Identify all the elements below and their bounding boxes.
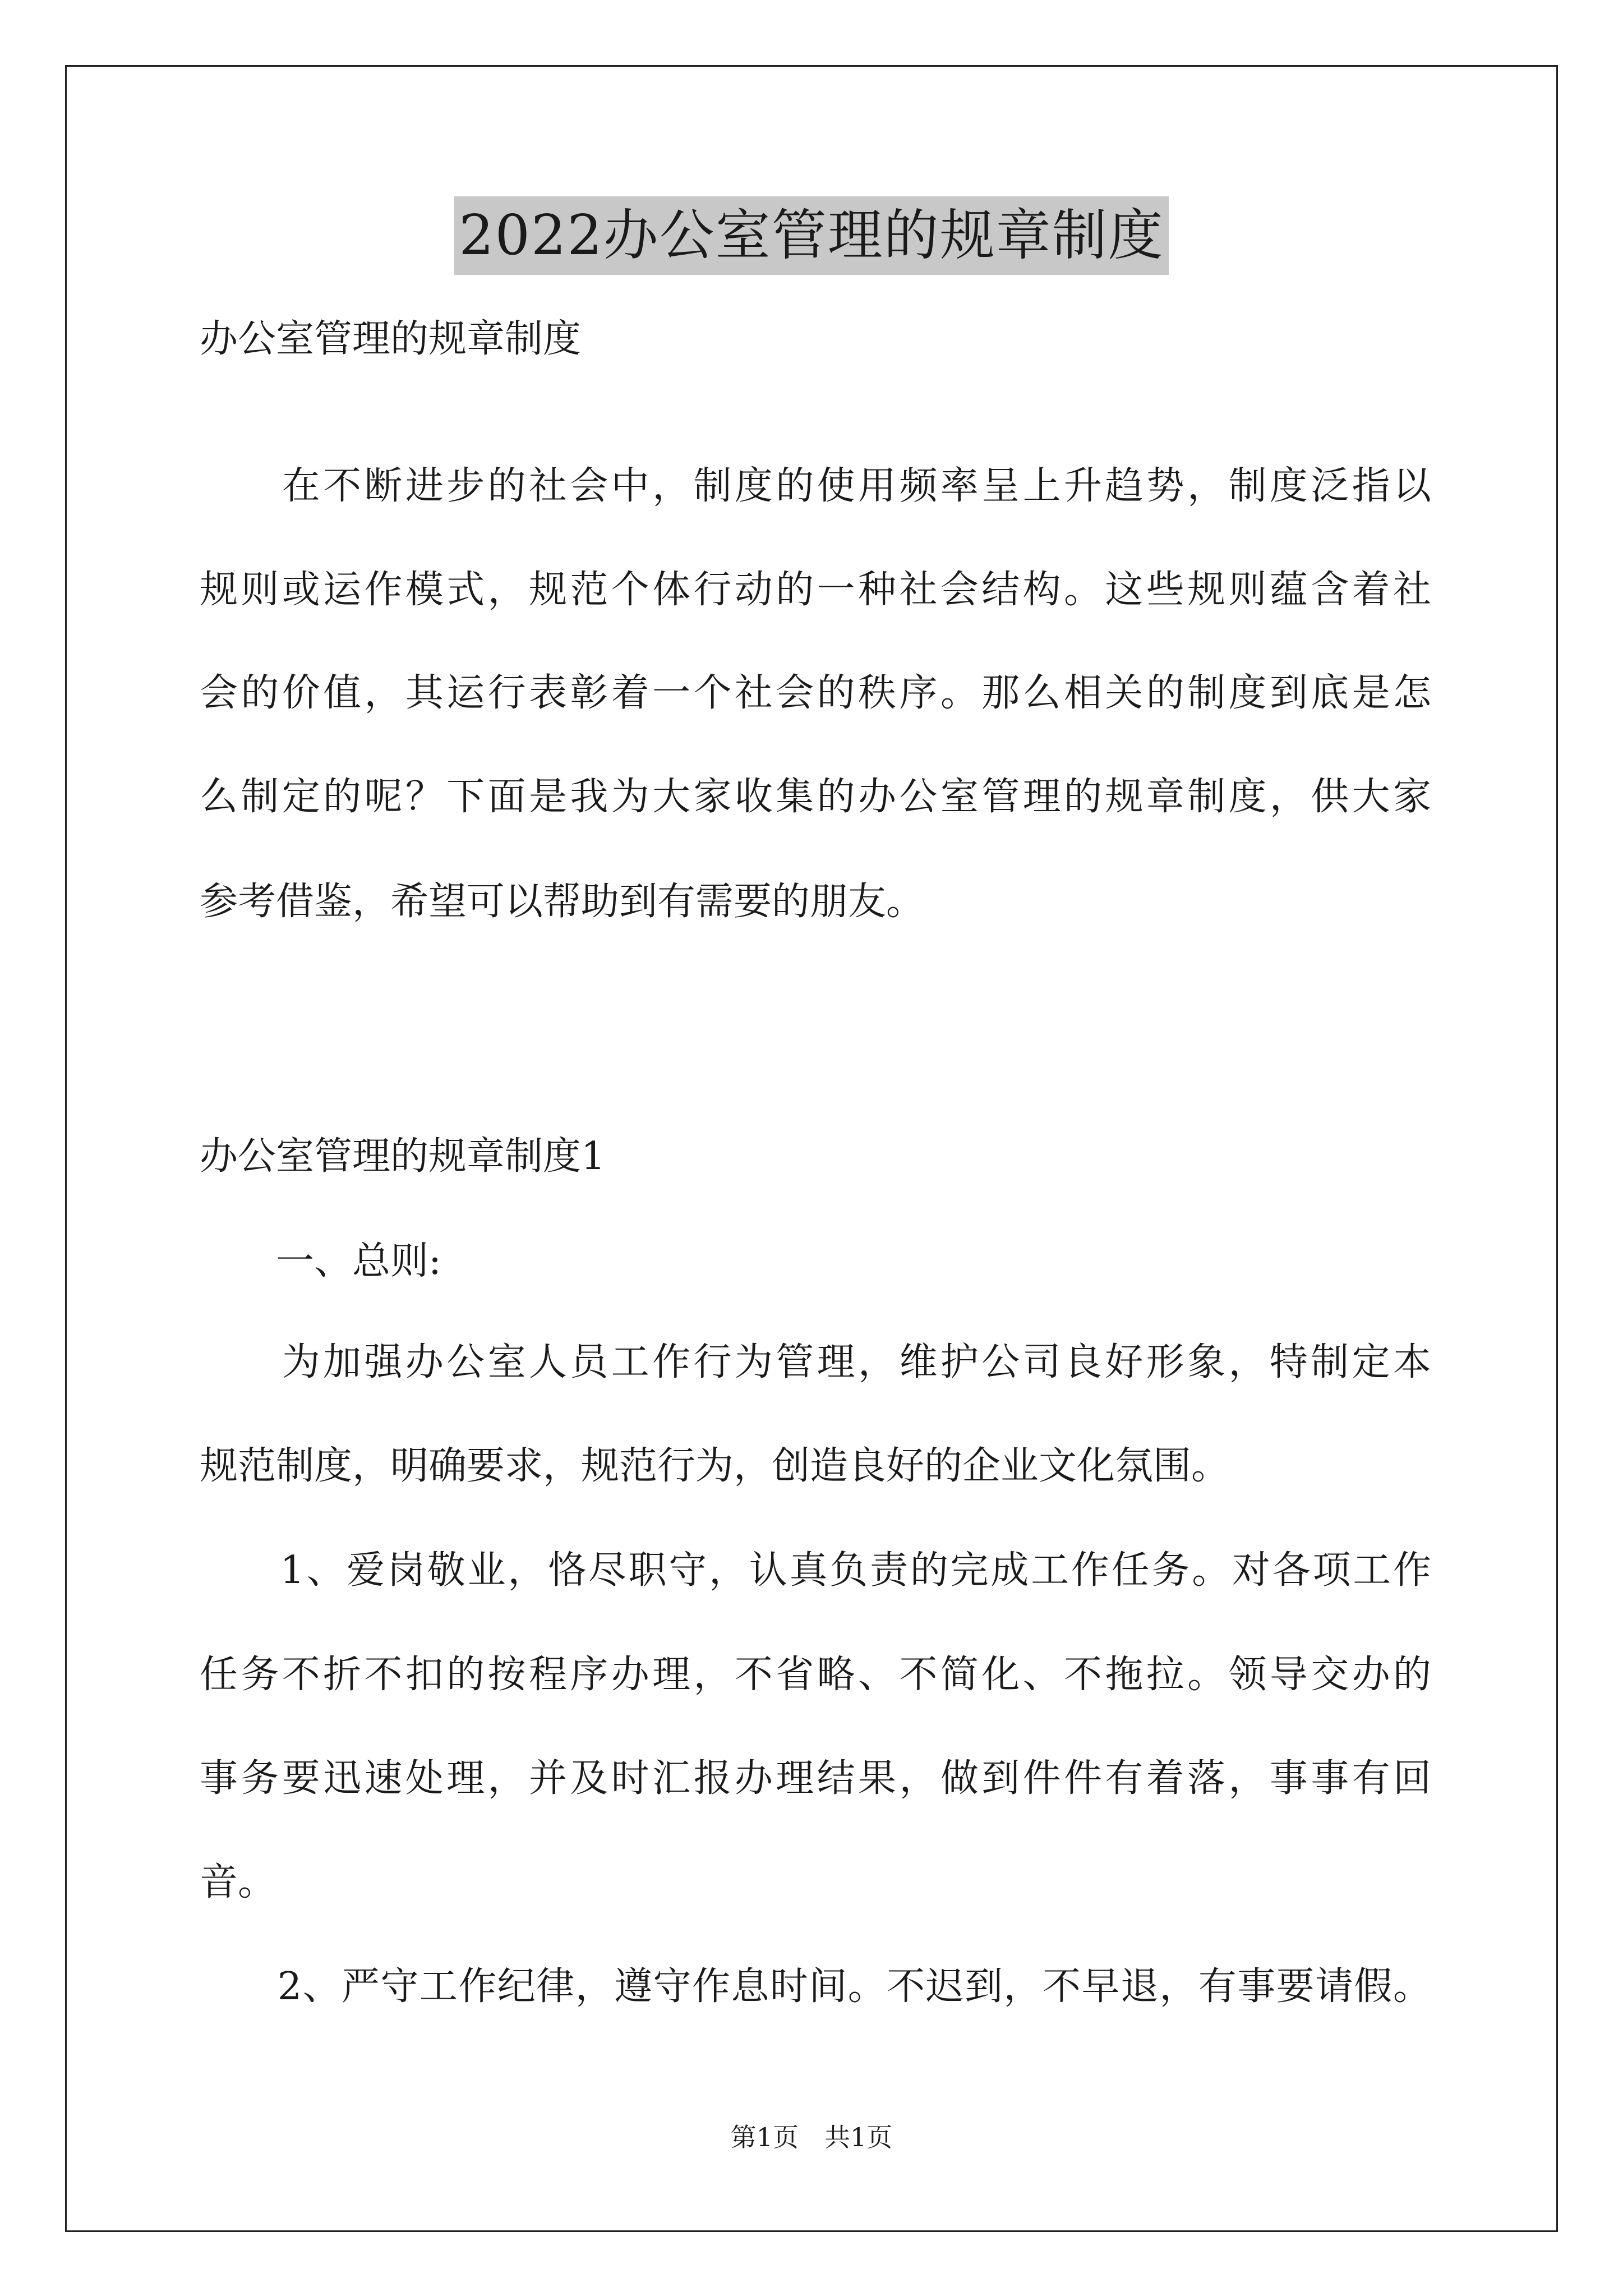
general-heading: 一、总则: — [200, 1239, 441, 1283]
document-title: 2022办公室管理的规章制度 — [454, 196, 1168, 275]
section-heading: 办公室管理的规章制度1 — [200, 1134, 606, 1179]
title-block — [0, 196, 1623, 275]
general-line-2: 规范制度，明确要求，规范行为，创造良好的企业文化氛围。 — [200, 1444, 1230, 1488]
intro-line-2: 规则或运作模式，规范个体行动的一种社会结构。这些规则蕴含着社 — [200, 568, 1431, 612]
intro-line-5: 参考借鉴，希望可以帮助到有需要的朋友。 — [200, 880, 925, 924]
page-footer — [0, 2120, 1623, 2154]
intro-line-1: 在不断进步的社会中，制度的使用频率呈上升趋势，制度泛指以 — [200, 464, 1431, 508]
page-number: 第1页 共1页 — [730, 2122, 893, 2152]
item2-line-1: 2、严守工作纪律，遵守作息时间。不迟到，不早退，有事要请假。 — [200, 1964, 1431, 2009]
item1-line-2: 任务不折不扣的按程序办理，不省略、不简化、不拖拉。领导交办的 — [200, 1653, 1431, 1697]
intro-line-4: 么制定的呢？下面是我为大家收集的办公室管理的规章制度，供大家 — [200, 775, 1431, 819]
item1-line-1: 1、爱岗敬业，恪尽职守，认真负责的完成工作任务。对各项工作 — [200, 1548, 1431, 1593]
subtitle: 办公室管理的规章制度 — [200, 317, 582, 361]
general-line-1: 为加强办公室人员工作行为管理，维护公司良好形象，特制定本 — [200, 1340, 1431, 1384]
item1-line-3: 事务要迅速处理，并及时汇报办理结果，做到件件有着落，事事有回 — [200, 1756, 1431, 1801]
intro-line-3: 会的价值，其运行表彰着一个社会的秩序。那么相关的制度到底是怎 — [200, 671, 1431, 715]
item1-line-4: 音。 — [200, 1860, 276, 1904]
